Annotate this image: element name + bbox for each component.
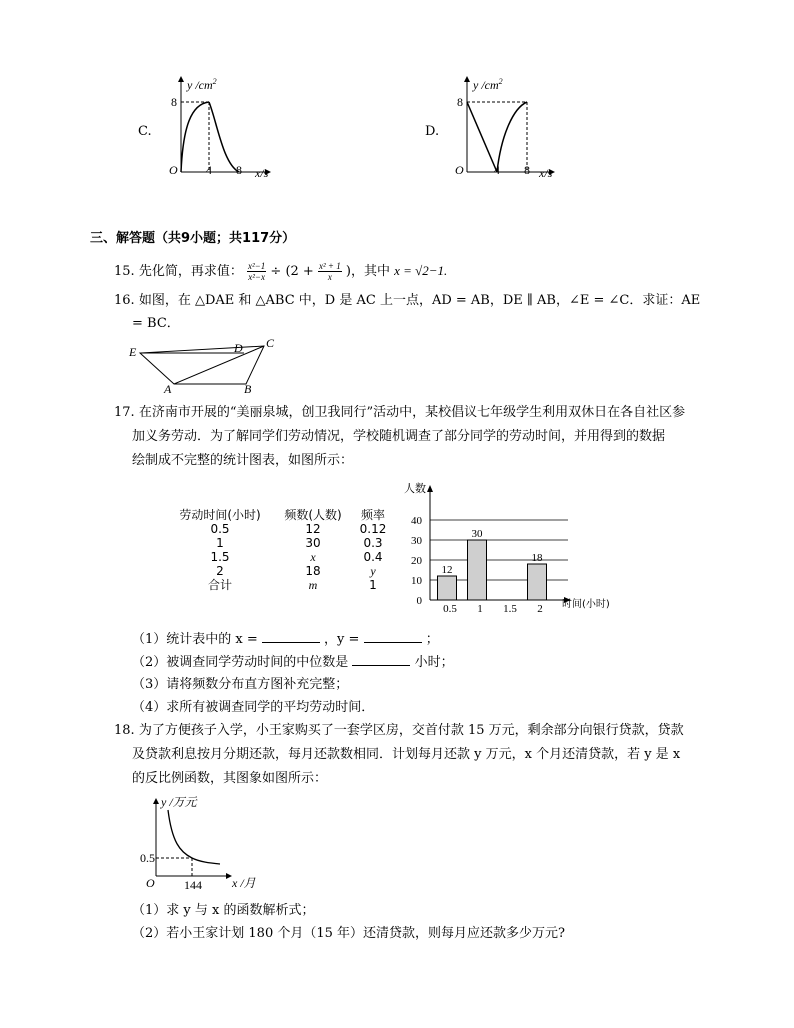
table-header: 劳动时间(小时) — [179, 508, 261, 522]
table-cell: 0.4 — [363, 550, 383, 564]
q17-sub-2: （2）被调查同学劳动时间的中位数是 小时； — [132, 655, 454, 670]
question-16-line-2: = BC． — [132, 316, 180, 331]
hist-y-tick: 10 — [411, 575, 422, 587]
q16-label-a: A — [164, 382, 172, 396]
hist-data-label: 18 — [531, 552, 543, 564]
q15-fraction-1: $\frac{\text{x²−1}}{\text{x²−x}}$ — [247, 261, 266, 282]
q15-fraction-2: $\frac{\text{x² + 1}}{x}$ — [318, 261, 341, 282]
hist-y-label: 人数 — [404, 482, 426, 495]
hist-x-tick: 1 — [477, 603, 483, 612]
q18-text-1: 为了方便孩子入学，小王家购买了一套学区房，交首付款 15 万元，剩余部分向银行贷款，贷款 — [138, 723, 684, 738]
q15-text: 先化简，再求值： — [138, 264, 243, 279]
question-15 — [114, 260, 447, 283]
q17-histogram — [396, 482, 626, 612]
question-17-line-2: 加义务劳动．为了解同学们劳动情况，学校随机调查了部分同学的劳动时间，并用得到的数据 — [132, 429, 666, 444]
q18-x-tick: 144 — [184, 878, 202, 892]
table-cell: 30 — [305, 536, 321, 550]
hist-y-tick: 40 — [411, 515, 422, 527]
graph-c-origin: O — [169, 163, 178, 177]
table-cell: 合计 — [207, 578, 232, 592]
graph-d-x-label: x/s — [539, 166, 553, 180]
option-c-label: C. — [138, 124, 152, 139]
q18-number: 18. — [114, 723, 135, 738]
q17-frequency-table — [160, 508, 400, 592]
q16-text-1: 如图，在 △DAE 和 △ABC 中，D 是 AC 上一点，AD = AB，DE ∥ AB，∠E = ∠C．求证：AE — [138, 293, 701, 308]
q15-number: 15. — [114, 264, 135, 279]
graph-c — [135, 72, 275, 182]
question-18-line-1 — [114, 722, 684, 740]
graph-c-y-label: y $/cm^2$ — [187, 77, 217, 92]
graph-d-origin: O — [455, 163, 464, 177]
hist-x-tick: 2 — [537, 603, 543, 612]
q17-number: 17. — [114, 405, 135, 420]
hist-bar — [528, 564, 547, 600]
q15-op: ÷ — [270, 264, 282, 279]
table-cell: 12 — [305, 522, 321, 536]
table-header: 频率 — [360, 508, 385, 522]
q16-label-c: C — [266, 336, 275, 350]
hist-y-arrow — [427, 485, 433, 492]
table-cell: 0.3 — [363, 536, 383, 550]
q18-graph — [140, 790, 270, 896]
hist-data-label: 30 — [471, 528, 483, 540]
q16-label-e: E — [129, 345, 137, 359]
table-cell: x — [310, 550, 316, 564]
q15-condition: x = √2−1. — [394, 263, 448, 278]
hist-bar — [438, 576, 457, 600]
table-cell: 0.12 — [359, 522, 387, 536]
question-16-line-1 — [114, 292, 700, 310]
section-title: 三、解答题（共9小题；共117分） — [90, 231, 296, 246]
q16-number: 16. — [114, 293, 135, 308]
graph-d-x-tick-4: 4 — [494, 163, 500, 177]
graph-d — [421, 72, 571, 182]
q18-y-tick: 0.5 — [140, 851, 155, 865]
table-cell: 18 — [305, 564, 321, 578]
q16-triangle-figure — [126, 336, 286, 396]
graph-c-x-tick-8: 8 — [236, 163, 242, 177]
question-18-line-3: 的反比例函数，其图象如图所示： — [132, 771, 328, 786]
table-cell: 1.5 — [210, 550, 230, 564]
hist-bar — [468, 540, 487, 600]
q18-y-label: y /万元 — [161, 795, 197, 809]
q15-paren-close: )，其中 — [345, 264, 390, 279]
q17-sub-4: （4）求所有被调查同学的平均劳动时间． — [132, 700, 375, 715]
question-17-line-3: 绘制成不完整的统计图表，如图所示： — [132, 453, 354, 468]
q16-label-d: D — [234, 341, 243, 355]
hist-data-label: 12 — [441, 564, 453, 576]
table-cell: 2 — [216, 564, 224, 578]
question-17-line-1 — [114, 404, 685, 422]
table-cell: 1 — [369, 578, 377, 592]
graph-d-y-tick: 8 — [457, 95, 463, 109]
answer-blank-median — [352, 653, 410, 666]
table-cell: y — [370, 564, 376, 578]
hist-y-tick: 20 — [411, 555, 422, 567]
table-cell: 1 — [216, 536, 224, 550]
q15-paren-open: (2 + — [285, 264, 314, 279]
graph-c-y-tick: 8 — [171, 95, 177, 109]
q17-sub-3: （3）请将频数分布直方图补充完整； — [132, 677, 349, 692]
option-d-label: D. — [425, 124, 440, 139]
q18-sub-2: （2）若小王家计划 180 个月（15 年）还清贷款，则每月应还款多少万元? — [132, 926, 565, 941]
q16-label-b: B — [244, 382, 252, 396]
graph-d-x-tick-8: 8 — [524, 163, 530, 177]
graph-c-x-label: x/s — [255, 166, 269, 180]
q18-origin: O — [146, 876, 155, 890]
table-header: 频数(人数) — [284, 508, 342, 522]
q17-text-1: 在济南市开展的“美丽泉城，创卫我同行”活动中，某校倡议七年级学生利用双休日在各自社区参 — [138, 405, 686, 420]
q18-x-label: x /月 — [232, 876, 256, 890]
question-18-line-2: 及贷款利息按月分期还款，每月还款数相同．计划每月还款 y 万元，x 个月还清贷款，若 y 是 x — [132, 747, 681, 762]
graph-c-x-tick-4: 4 — [206, 163, 212, 177]
table-cell: 0.5 — [210, 522, 230, 536]
q18-sub-1: （1）求 y 与 x 的函数解析式； — [132, 903, 315, 918]
hist-x-tick: 1.5 — [503, 603, 517, 612]
hist-x-tick: 0.5 — [443, 603, 457, 612]
answer-blank-y — [364, 630, 422, 643]
q16-figure — [126, 336, 286, 396]
graph-d-y-label: y $/cm^2$ — [473, 77, 503, 92]
table-cell: m — [308, 578, 318, 592]
hist-y-tick: 0 — [416, 595, 422, 607]
hist-y-tick: 30 — [411, 535, 422, 547]
q17-sub-1: （1）统计表中的 x = ，y = ； — [132, 632, 439, 647]
answer-blank-x — [262, 630, 320, 643]
hist-x-label: 时间(小时) — [562, 599, 610, 610]
